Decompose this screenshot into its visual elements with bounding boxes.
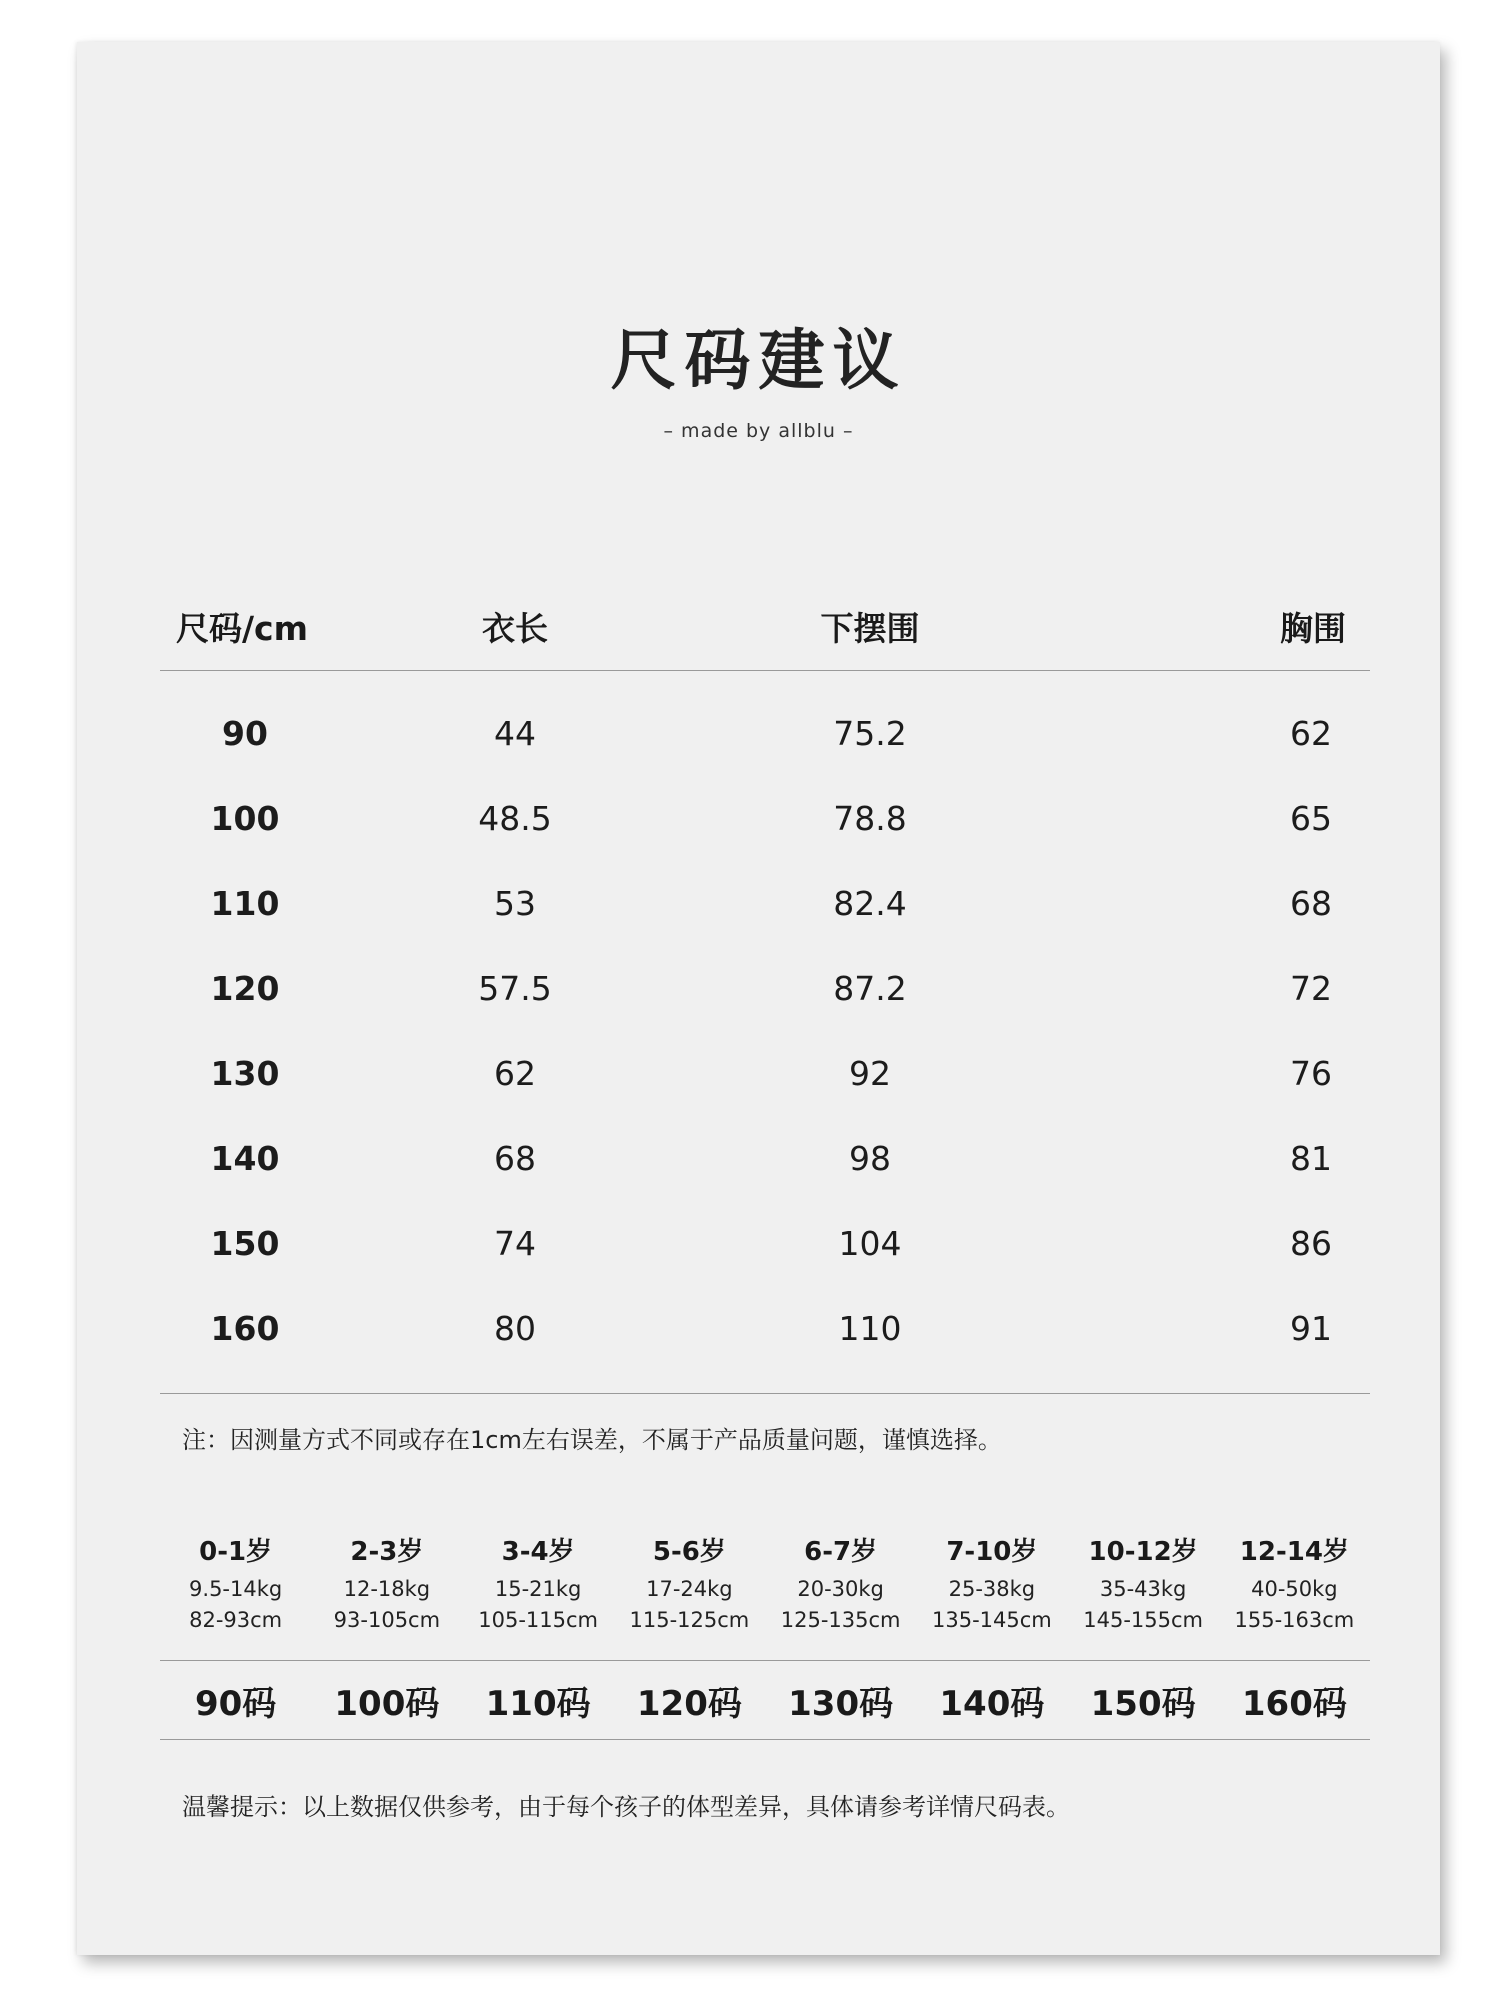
size-code: 100码 [334,1683,440,1724]
header-chest: 胸围 [1280,608,1346,648]
cell-size: 150 [210,1224,280,1263]
size-code: 160码 [1241,1683,1347,1724]
height-range: 105-115cm [478,1608,598,1632]
cell-size: 100 [210,799,280,838]
table-row [160,946,1370,1031]
size-guide-card [77,42,1440,1955]
size-measurement-table [160,582,1370,1394]
weight-range: 9.5-14kg [189,1577,283,1601]
cell-length: 74 [494,1224,536,1263]
brand-subtitle: – made by allblu – [663,420,854,442]
size-code: 120码 [636,1683,742,1724]
age-column [916,1530,1067,1636]
age-label: 0-1岁 [199,1537,273,1567]
size-code: 90码 [194,1683,277,1724]
cell-chest: 68 [1290,884,1332,923]
age-column [765,1530,916,1636]
weight-range: 25-38kg [948,1577,1036,1601]
size-code: 140码 [939,1683,1045,1724]
age-info-row [160,1530,1370,1636]
age-label: 12-14岁 [1239,1537,1349,1567]
age-label: 2-3岁 [350,1537,424,1567]
weight-range: 17-24kg [646,1577,733,1601]
measurement-note: 注：因测量方式不同或存在1cm左右误差，不属于产品质量问题，谨慎选择。 [182,1426,1002,1454]
cell-hem: 98 [849,1139,891,1178]
cell-chest: 91 [1290,1309,1332,1348]
cell-hem: 110 [838,1309,902,1348]
size-code: 150码 [1090,1683,1196,1724]
table-row [160,861,1370,946]
weight-range: 12-18kg [343,1577,431,1601]
table-row [160,1201,1370,1286]
cell-size: 160 [210,1309,280,1348]
age-column [1068,1530,1219,1636]
age-label: 3-4岁 [501,1537,575,1567]
size-code-row [160,1661,1370,1740]
cell-size: 120 [210,969,280,1008]
age-column [311,1530,462,1636]
height-range: 135-145cm [932,1608,1052,1632]
cell-size: 140 [210,1139,280,1178]
size-code: 130码 [788,1683,894,1724]
cell-chest: 65 [1290,799,1332,838]
age-label: 5-6岁 [652,1537,726,1567]
height-range: 145-155cm [1083,1608,1203,1632]
cell-chest: 86 [1290,1224,1332,1263]
weight-range: 15-21kg [494,1577,582,1601]
cell-length: 48.5 [478,799,552,838]
header-size: 尺码/cm [176,608,308,648]
cell-size: 110 [210,884,280,923]
size-code: 110码 [485,1683,591,1724]
cell-size: 90 [222,714,268,753]
table-header-row [160,582,1370,671]
cell-chest: 76 [1290,1054,1332,1093]
cell-hem: 104 [838,1224,902,1263]
cell-hem: 75.2 [833,714,907,753]
weight-range: 35-43kg [1099,1577,1187,1601]
cell-hem: 78.8 [833,799,907,838]
cell-hem: 87.2 [833,969,907,1008]
age-label: 6-7岁 [804,1537,878,1567]
weight-range: 40-50kg [1251,1577,1338,1601]
cell-length: 80 [494,1309,536,1348]
height-range: 125-135cm [780,1608,901,1632]
age-size-table [160,1530,1370,1740]
cell-chest: 72 [1290,969,1332,1008]
cell-chest: 62 [1290,714,1332,753]
weight-range: 20-30kg [797,1577,884,1601]
header-length: 衣长 [482,608,548,648]
height-range: 82-93cm [189,1608,283,1632]
age-column [160,1530,311,1636]
tip-note: 温馨提示：以上数据仅供参考，由于每个孩子的体型差异，具体请参考详情尺码表。 [182,1793,1070,1821]
height-range: 115-125cm [629,1608,750,1632]
age-label: 10-12岁 [1088,1537,1198,1567]
table-row [160,1031,1370,1116]
cell-length: 44 [494,714,536,753]
age-column [1219,1530,1370,1636]
table-row [160,776,1370,861]
cell-chest: 81 [1290,1139,1332,1178]
table-row [160,1286,1370,1371]
page-title: 尺码建议 [610,322,907,399]
header-hem: 下摆围 [820,608,920,648]
cell-size: 130 [210,1054,280,1093]
cell-hem: 92 [849,1054,891,1093]
cell-length: 68 [494,1139,536,1178]
cell-hem: 82.4 [833,884,907,923]
table-row [160,1116,1370,1201]
table-body [160,671,1370,1394]
cell-length: 53 [494,884,536,923]
height-range: 155-163cm [1234,1608,1355,1632]
cell-length: 62 [494,1054,536,1093]
table-row [160,691,1370,776]
height-range: 93-105cm [333,1608,441,1632]
age-column [614,1530,765,1636]
age-label: 7-10岁 [946,1537,1038,1567]
cell-length: 57.5 [478,969,552,1008]
age-column [463,1530,614,1636]
